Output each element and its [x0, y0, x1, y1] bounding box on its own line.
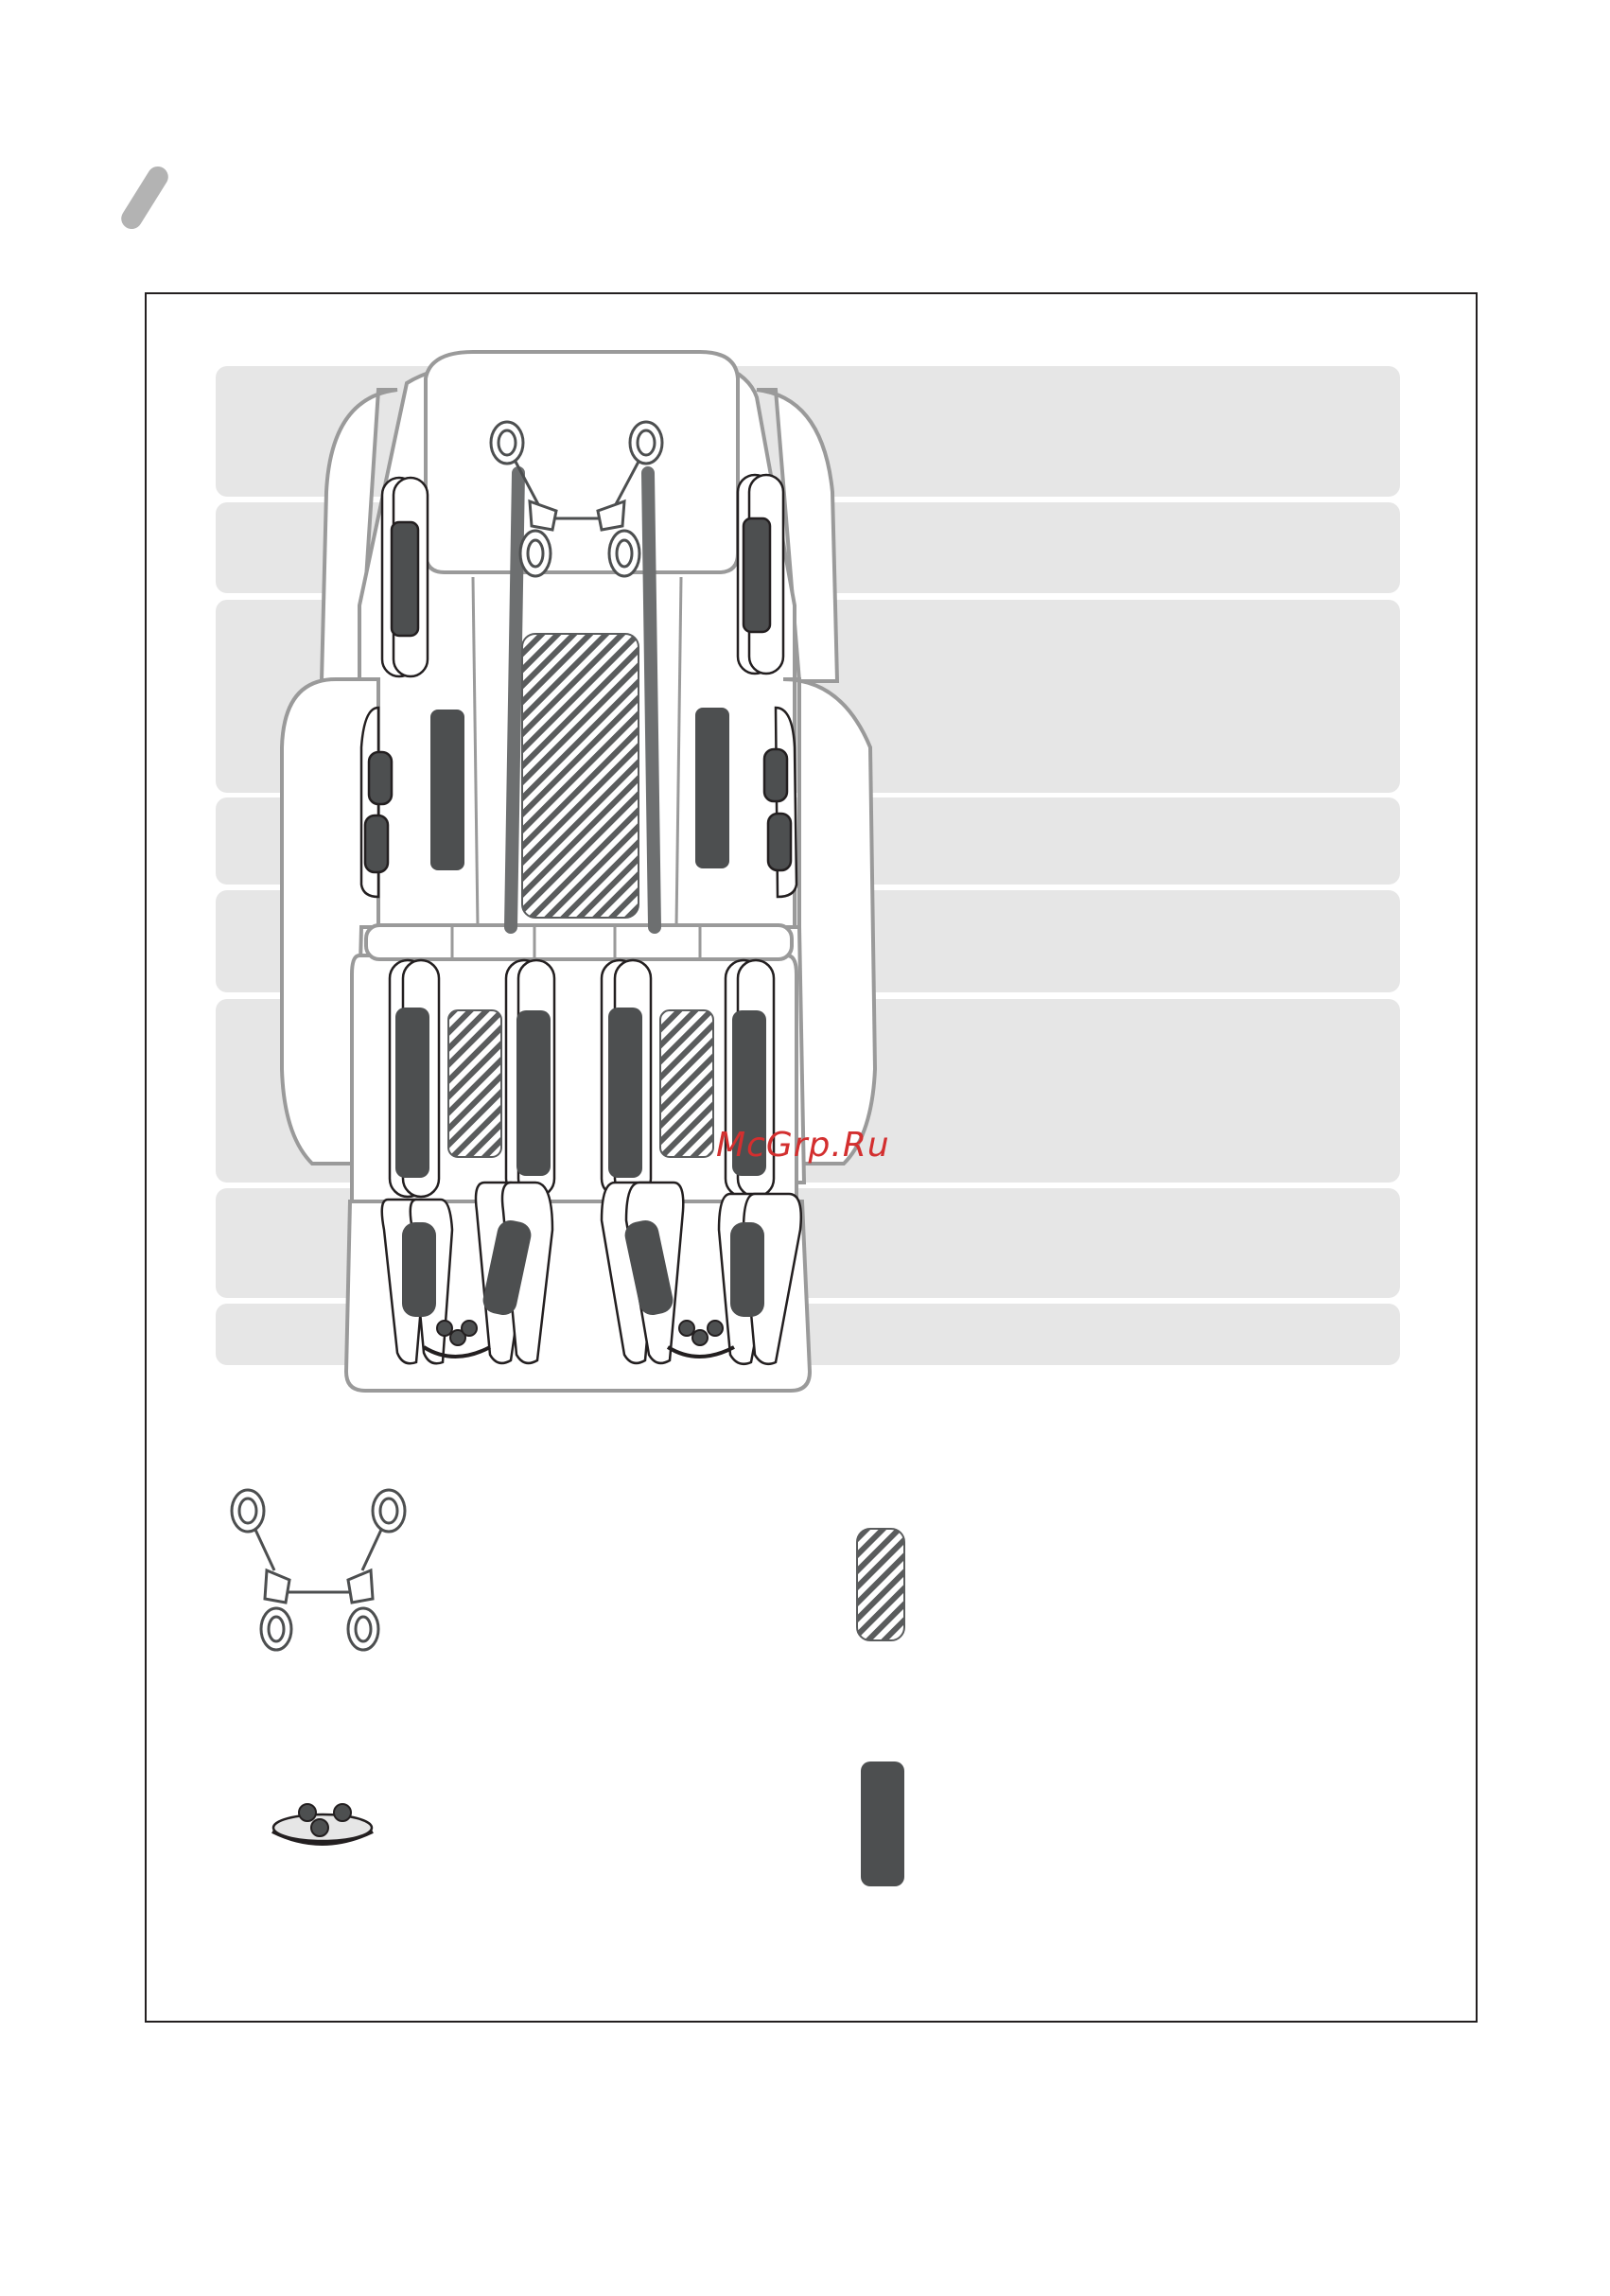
seat-cushion-row [366, 925, 792, 959]
thigh-airbag-3 [608, 1008, 642, 1178]
calf-airbag-4 [730, 1222, 764, 1317]
thigh-airbag-1 [395, 1008, 429, 1178]
roller-mechanism-icon [232, 1490, 405, 1650]
seat-hatched-airbag-left [448, 1010, 501, 1157]
watermark-text: McGrp.Ru [716, 1126, 890, 1165]
foot-roller-icon [272, 1804, 373, 1844]
back-side-airbag-right [695, 708, 729, 868]
back-side-airbag-left [430, 710, 464, 870]
shoulder-airbag-right [738, 475, 783, 674]
back-hatched-airbag [522, 634, 639, 918]
calf-airbag-1 [402, 1222, 436, 1317]
shoulder-airbag-left [382, 478, 428, 676]
hatched-airbag-icon [857, 1529, 904, 1640]
thigh-airbag-2 [516, 1010, 551, 1176]
seat-hatched-airbag-right [660, 1010, 713, 1157]
headrest [426, 352, 738, 572]
airbag-icon [861, 1761, 904, 1886]
